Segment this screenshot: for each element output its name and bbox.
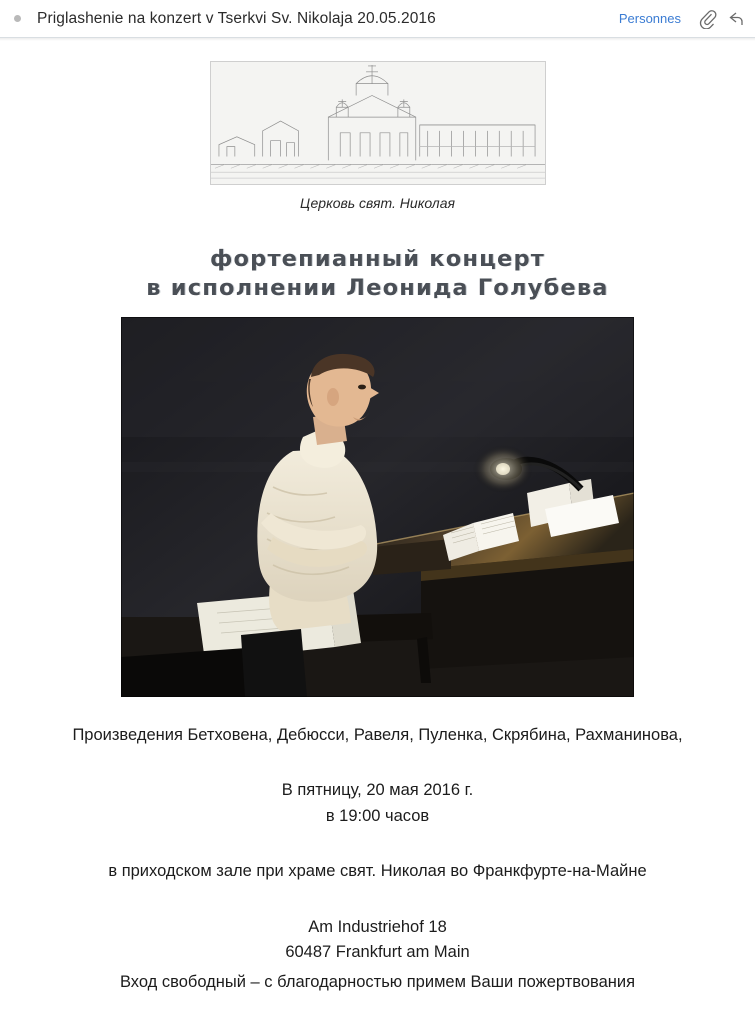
address-paragraph	[33, 915, 723, 966]
church-line-drawing	[210, 61, 546, 185]
concert-heading-line1: фортепианный концерт	[209, 246, 546, 272]
concert-heading	[118, 245, 638, 303]
message-header	[0, 0, 755, 37]
program-paragraph: Произведения Бетховена, Дебюсси, Равеля, Пуленка, Скрябина, Рахманинова,	[72, 725, 683, 744]
concert-heading-line2: в исполнении Леонида Голубева	[146, 274, 609, 301]
church-image-caption: Церковь свят. Николая	[300, 195, 455, 211]
message-subject: Priglashenie na konzert v Tserkvi Sv. Nikolaja 20.05.2016	[37, 9, 436, 27]
paperclip-icon[interactable]	[699, 9, 717, 29]
reply-arrow-icon[interactable]	[727, 10, 743, 28]
unread-dot-icon[interactable]	[14, 15, 21, 22]
pianist-at-grand-piano-photo	[121, 317, 634, 697]
people-link[interactable]: Personnes	[618, 11, 681, 26]
date-line: В пятницу, 20 мая 2016 г.	[281, 781, 474, 800]
venue-paragraph: в приходском зале при храме свят. Николая во Франкфурте-на-Майне	[108, 862, 647, 881]
address-street: Am Industriehof 18	[308, 917, 447, 936]
when-paragraph	[33, 778, 723, 829]
time-line: в 19:00 часов	[325, 806, 430, 825]
address-city: 60487 Frankfurt am Main	[285, 943, 470, 962]
message-body	[0, 41, 755, 996]
donation-note: Вход свободный – с благодарностью примем Ваши пожертвования	[119, 972, 636, 991]
